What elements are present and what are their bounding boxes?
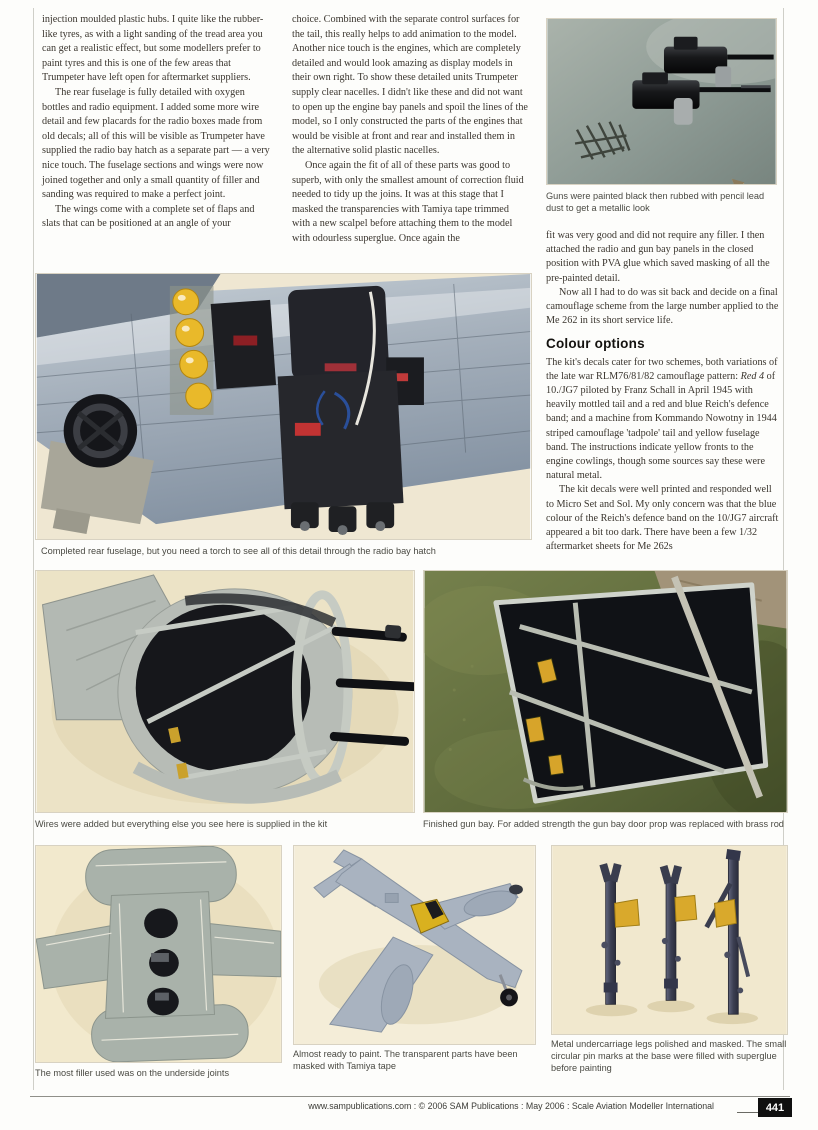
- photo-wires-image: [35, 570, 415, 813]
- aircraft-name-italic: Red 4: [740, 370, 765, 382]
- paragraph: choice. Combined with the separate control surfaces for the tail, this really helps to add animation to the model. Another nice touch is the engines, which are completely detailed and would look amazing as display models in their own right. To show these detailed units Trumpeter supply clear nacelles. I didn't like these and did not want to open up the engine bay panels and spoil the lines of the model, so I only constructed the parts of the engines that would be visible at front and rear and installed them in the alternative solid plastic nacelles.: [292, 14, 528, 157]
- caption-rear-fuselage: Completed rear fuselage, but you need a torch to see all of this detail through the radio bay hatch: [41, 546, 436, 556]
- body-column-2: [292, 13, 528, 247]
- photo-wires-nose-section: [35, 570, 415, 813]
- paragraph: injection moulded plastic hubs. I quite like the rubber-like tyres, as with a light sanding of the tread area you can get a realistic effect, but some modellers prefer to paint tyres and this is one of the few areas that Trumpeter have left open for aftermarket suppliers.: [42, 14, 264, 84]
- caption-undercarriage: Metal undercarriage legs polished and masked. The small circular pin marks at the base were filled with superglue before painting: [551, 1039, 787, 1073]
- left-page-rule: [33, 8, 34, 1090]
- gun-bay-opening: [496, 585, 766, 801]
- photo-guns-pencil: [546, 18, 777, 185]
- photo-undercarriage-legs: [551, 845, 788, 1035]
- paragraph: [546, 356, 779, 484]
- caption-gun-bay: Finished gun bay. For added strength the gun bay door prop was replaced with brass rod: [423, 819, 784, 829]
- photo-ready-to-paint: [293, 845, 536, 1045]
- footer-imprint: www.sampublications.com : © 2006 SAM Publications : May 2006 : Scale Aviation Modeller International: [308, 1101, 714, 1111]
- paragraph: fit was very good and did not require any filler. I then attached the radio and gun bay panels in the closed position with PVA glue which saved masking of all the pre-painted detail.: [546, 230, 770, 284]
- photo-finished-gun-bay: [423, 570, 788, 813]
- caption-wires: Wires were added but everything else you see here is supplied in the kit: [35, 819, 328, 829]
- photo-gun-bay-image: [423, 570, 788, 813]
- caption-filler: The most filler used was on the underside joints: [35, 1068, 230, 1078]
- photo-undercarriage-image: [551, 845, 788, 1035]
- photo-underside-joints: [35, 845, 282, 1063]
- photo-rear-fuselage-image: [35, 273, 532, 540]
- paragraph-text: The kit's decals cater for two schemes, both variations of the late war RLM76/81/82 camouflage pattern:: [546, 356, 778, 382]
- page-number-badge: 441: [758, 1098, 792, 1117]
- paragraph-text: of 10./JG7 piloted by Franz Schall in April 1945 with heavily mottled tail and a red and blue Reich's defence band; and a machine from Kommando Nowotny in 1944 striped camouflage 'tadpole' tail and yellow fuselage band. The instructions indicate yellow fronts to the engine cowlings, though some sources say these were natural metal.: [546, 370, 777, 482]
- paragraph: The wings come with a complete set of flaps and slats that can be positioned at an angle of your: [42, 203, 255, 230]
- section-heading-colour-options: Colour options: [546, 336, 645, 352]
- photo-underside-image: [35, 845, 282, 1063]
- photo-aircraft-image: [293, 845, 536, 1045]
- paragraph: The rear fuselage is fully detailed with oxygen bottles and radio equipment. I added some more wire detail and few placards for the radio boxes made from old decals; all of this will be visible as Trumpeter have supplied the radio bay hatch as a separate part — a very nice touch. The fuselage sections and wings were now joined together and only a small quantity of filler and sanding was required to make a perfect joint.: [42, 86, 270, 201]
- photo-guns-pencil-image: [546, 18, 777, 185]
- body-column-3: [546, 229, 779, 554]
- oxygen-bottles: [170, 286, 214, 415]
- paragraph: Once again the fit of all of these parts was good to superb, with only the smallest amount of correction fluid needed to tidy up the joins. It was at this stage that I masked the transparencies with Tamiya tape trimmed with a new scalpel before attaching them to the model with odourless superglue. Once again the: [292, 159, 524, 244]
- photo-rear-fuselage: [35, 273, 532, 540]
- paragraph: Now all I had to do was sit back and decide on a final camouflage scheme from the large number applied to the Me 262 in its short service life.: [546, 286, 779, 327]
- paragraph: The kit decals were well printed and responded well to Micro Set and Sol. My only concern was that the blue colour of the Reich's defence band on the 10/JG7 aircraft appeared a bit too dark. There have been a few 1/32 aftermarket sheets for Me 262s: [546, 484, 779, 553]
- body-column-1: [42, 13, 270, 232]
- caption-guns: Guns were painted black then rubbed with pencil lead dust to get a metallic look: [546, 191, 765, 213]
- caption-paint: Almost ready to paint. The transparent parts have been masked with Tamiya tape: [293, 1049, 518, 1071]
- footer-rule: [30, 1096, 790, 1097]
